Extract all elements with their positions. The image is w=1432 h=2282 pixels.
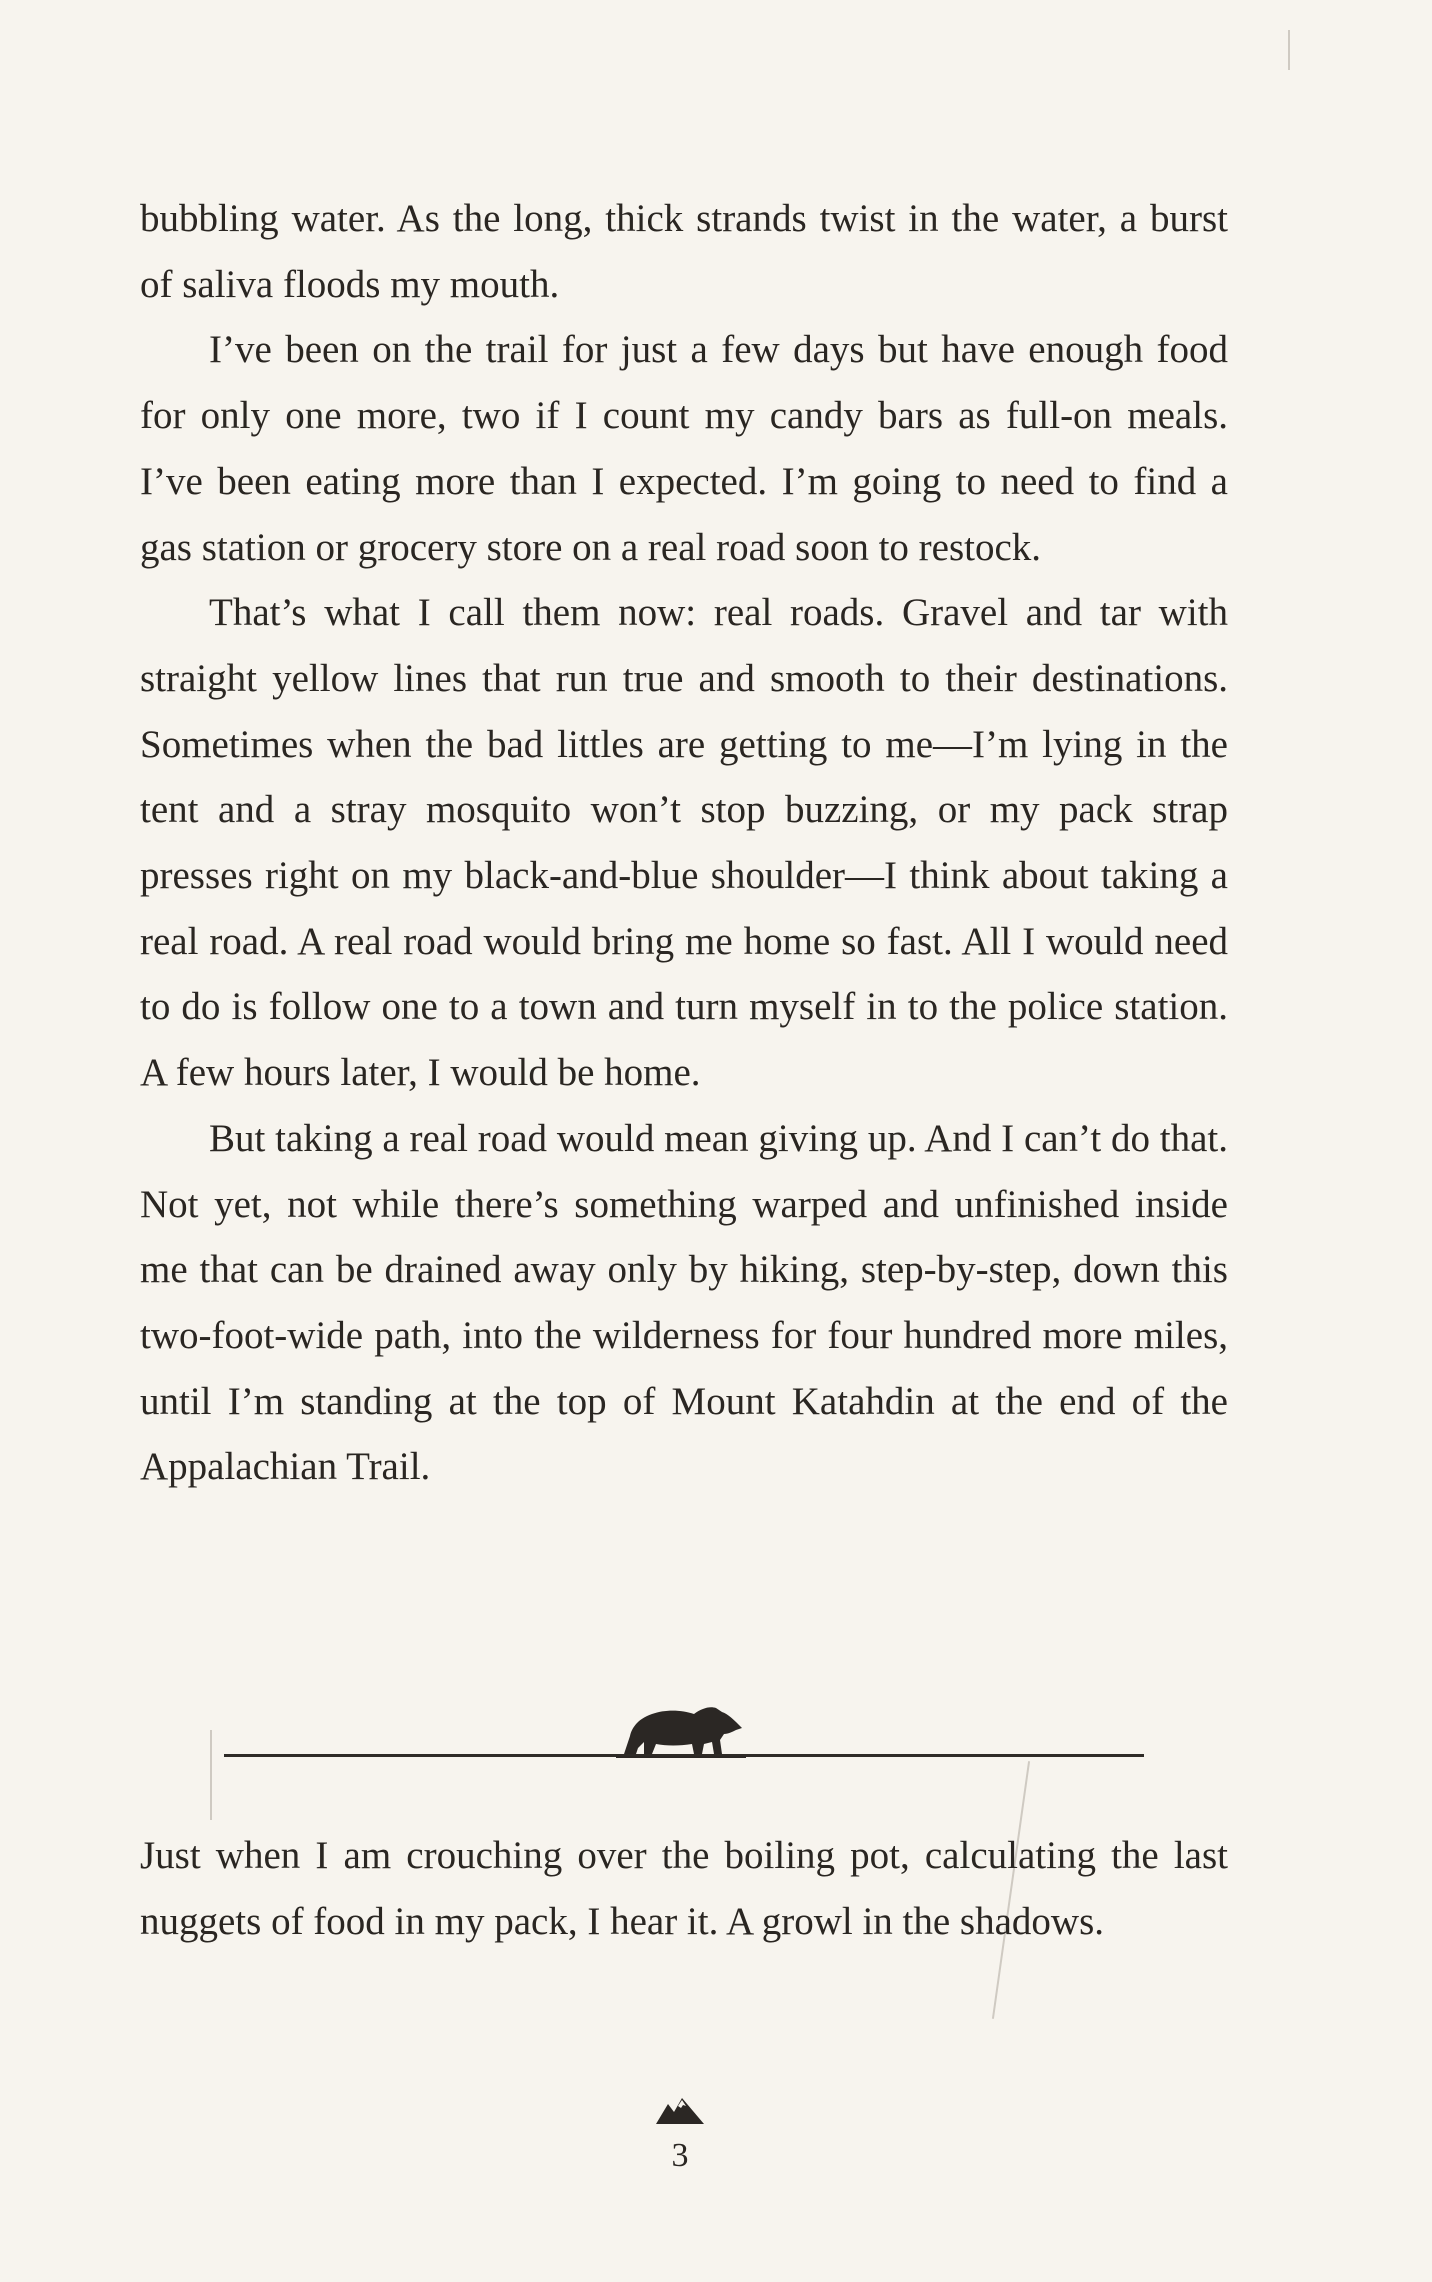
page-number: 3 xyxy=(671,2137,689,2174)
mountain-icon xyxy=(656,2096,704,2124)
section-divider xyxy=(224,1690,1144,1760)
body-text-section-1 xyxy=(140,186,1228,1500)
body-text-section-2 xyxy=(140,1823,1228,1954)
bear-icon xyxy=(616,1696,746,1758)
scan-artifact xyxy=(1288,30,1290,70)
scan-artifact xyxy=(210,1730,212,1820)
paragraph: That’s what I call them now: real roads. Gravel and tar with straight yellow lines that run true and smooth to their destinations. Sometimes when the bad littles are getting to me—I’m lying in the tent and a stray mosquito won’t stop buzzing, or my pack strap presses right on my black-and-blue shoulder—I think about taking a real road. A real road would bring me home so fast. All I would need to do is follow one to a town and turn myself in to the police station. A few hours later, I would be home. xyxy=(140,591,1228,1095)
paragraph: bubbling water. As the long, thick strands twist in the water, a burst of saliva floods my mouth. xyxy=(140,197,1228,306)
paragraph: Just when I am crouching over the boiling pot, calculating the last nuggets of food in my pack, I hear it. A growl in the shadows. xyxy=(140,1834,1228,1943)
paragraph: But taking a real road would mean giving up. And I can’t do that. Not yet, not while there’s something warped and unfinished inside me that can be drained away only by hiking, step-by-step, down this two-foot-wide path, into the wilderness for four hundred more miles, until I’m standing at the top of Mount Katahdin at the end of the Appalachian Trail. xyxy=(140,1116,1228,1489)
paragraph: I’ve been on the trail for just a few days but have enough food for only one more, two if I count my candy bars as full-on meals. I’ve been eating more than I expected. I’m going to need to find a gas station or grocery store on a real road soon to restock. xyxy=(140,328,1228,569)
